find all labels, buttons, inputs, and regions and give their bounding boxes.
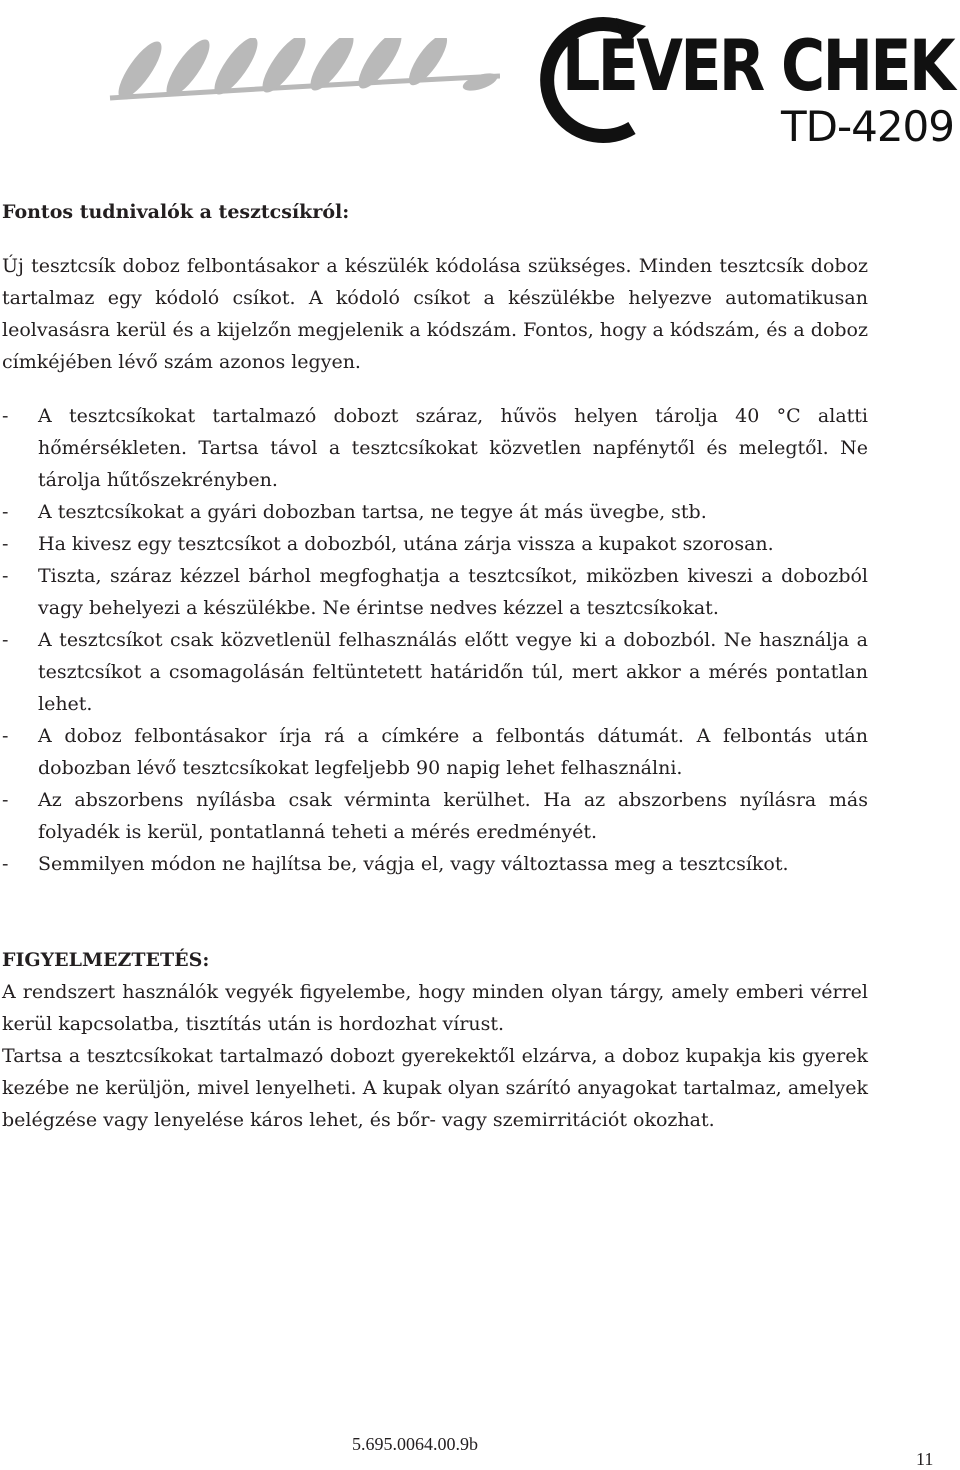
list-item [2,720,868,784]
list-item-text: Az abszorbens nyílásba csak vérminta kerülhet. Ha az abszorbens nyílásra más folyadék is kerül, pontatlanná teheti a mérés eredményét. [38,789,868,843]
list-item [2,848,868,880]
list-item [2,784,868,848]
page-number: 11 [916,1449,934,1469]
warning-paragraph-1: A rendszert használók vegyék figyelembe, hogy minden olyan tárgy, amely emberi vérrel kerül kapcsolatba, tisztítás után is hordozhat vírust. [2,981,868,1035]
list-item [2,528,868,560]
warning-title: FIGYELMEZTETÉS: [2,949,210,971]
list-item [2,624,868,720]
intro-paragraph: Új tesztcsík doboz felbontásakor a készülék kódolása szükséges. Minden tesztcsík doboz tartalmaz egy kódoló csíkot. A kódoló csíkot a készülékbe helyezve automatikusan leolvasásra kerül és a kijelzőn megjelenik a kódszám. Fontos, hogy a kódszám, és a doboz címkéjében lévő szám azonos legyen. [2,255,868,373]
list-item-text: Ha kivesz egy tesztcsíkot a dobozból, utána zárja vissza a kupakot szorosan. [38,533,774,555]
brand-name: LEVER CHEK [562,25,954,107]
page-header [0,0,960,180]
laurel-leaves-icon [100,38,500,108]
bullet-marker: - [2,629,9,651]
warning-paragraph-2: Tartsa a tesztcsíkokat tartalmazó dobozt gyerekektől elzárva, a doboz kupakja kis gyerek kezébe ne kerüljön, mivel lenyelheti. A kupak olyan szárító anyagokat tartalmaz, amelyek belégzése vagy lenyelése káros lehet, és bőr- vagy szemirritációt okozhat. [2,1045,868,1131]
bullet-marker: - [2,789,9,811]
bullet-marker: - [2,853,9,875]
list-item [2,560,868,624]
model-number: TD-4209 [780,102,954,151]
bullet-list [2,400,868,880]
list-item [2,400,868,496]
list-item-text: A tesztcsíkokat tartalmazó dobozt száraz, hűvös helyen tárolja 40 °C alatti hőmérsékleten. Tartsa távol a tesztcsíkokat közvetlen napfénytől és melegtől. Ne tárolja hűtőszekrényben. [38,405,868,491]
bullet-marker: - [2,501,9,523]
list-item-text: Tiszta, száraz kézzel bárhol megfoghatja a tesztcsíkot, miközben kiveszi a dobozból vagy behelyezi a készülékbe. Ne érintse nedves kézzel a tesztcsíkokat. [38,565,868,619]
list-item-text: A tesztcsíkokat a gyári dobozban tartsa, ne tegye át más üvegbe, stb. [38,501,707,523]
list-item-text: A doboz felbontásakor írja rá a címkére a felbontás dátumát. A felbontás után dobozban lévő tesztcsíkokat legfeljebb 90 napig lehet felhasználni. [38,725,868,779]
list-item [2,496,868,528]
page-content [2,196,868,1136]
bullet-marker: - [2,405,9,427]
document-code: 5.695.0064.00.9b [352,1434,478,1454]
clever-chek-logo [520,0,960,160]
bullet-marker: - [2,533,9,555]
bullet-marker: - [2,565,9,587]
list-item-text: A tesztcsíkot csak közvetlenül felhasználás előtt vegye ki a dobozból. Ne használja a tesztcsíkot a csomagolásán feltüntetett határidőn túl, mert akkor a mérés pontatlan lehet. [38,629,868,715]
list-item-text: Semmilyen módon ne hajlítsa be, vágja el, vagy változtassa meg a tesztcsíkot. [38,853,789,875]
section-title: Fontos tudnivalók a tesztcsíkról: [2,201,350,223]
bullet-marker: - [2,725,9,747]
